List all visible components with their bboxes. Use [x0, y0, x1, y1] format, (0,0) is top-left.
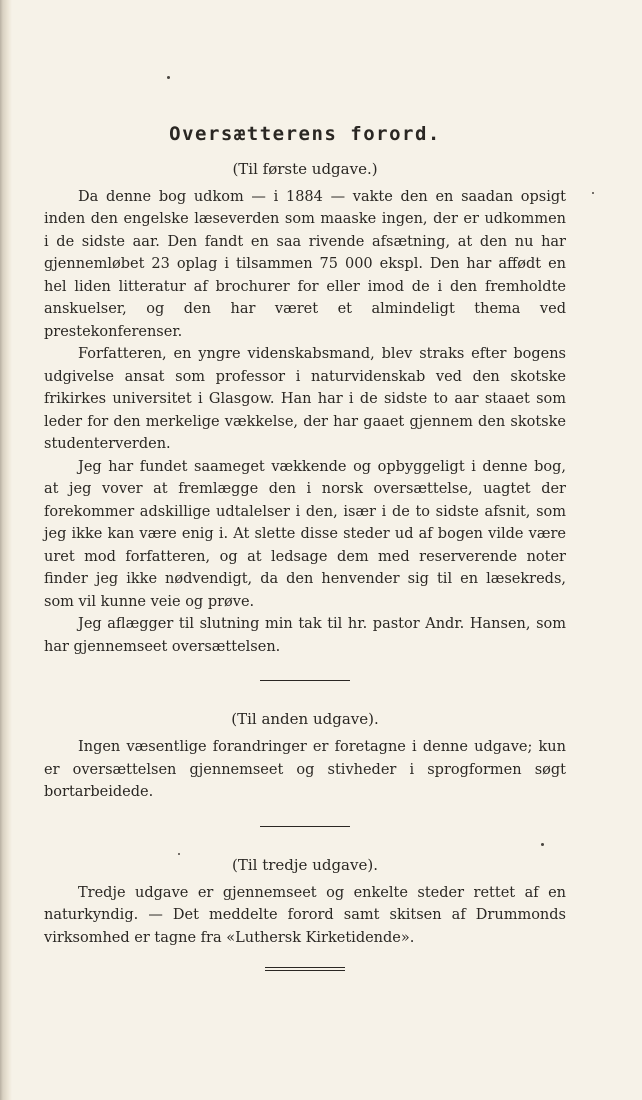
- third-edition-heading: (Til tredje udgave).: [232, 855, 378, 874]
- paper-speck: [167, 76, 170, 79]
- page-title: Oversætterens forord.: [169, 123, 441, 145]
- section-divider: [260, 826, 350, 827]
- first-edition-paragraph-4: Jeg aflægger til slutning min tak til hr. pastor Andr. Hansen, som har gjennemseet oversættelsen.: [44, 616, 566, 655]
- preface-content: [44, 122, 566, 971]
- paper-speck: [592, 192, 594, 194]
- first-edition-heading: (Til første udgave.): [232, 159, 378, 178]
- second-edition-heading: (Til anden udgave).: [231, 710, 379, 729]
- first-edition-section: [44, 159, 566, 659]
- first-edition-paragraph-1: Da denne bog udkom — i 1884 — vakte den en saadan opsigt inden den engelske læseverden som maaske ingen, der er udkommen i de sidste aar. Den fandt en saa rivende afsætning, at den nu har gjennemløbet 23 oplag i tilsammen 75 000 ekspl. Den har affødt en hel liden litteratur af brochurer for eller imod de i den fremholdte anskuelser, og den har været et almindeligt thema ved prestekonferenser.: [44, 188, 566, 340]
- second-edition-section: [44, 709, 566, 804]
- first-edition-paragraph-2: Forfatteren, en yngre videnskabsmand, blev straks efter bogens udgivelse ansat som professor i naturvidenskab ved den skotske frikirkes universitet i Glasgow. Han har i de sidste to aar staaet som leder for den merkelige vækkelse, der har gaaet gjennem den skotske studenterverden.: [44, 346, 566, 453]
- end-ornament-rule: [265, 967, 345, 971]
- third-edition-paragraph-1: Tredje udgave er gjennemseet og enkelte steder rettet af en naturkyndig. — Det meddelte forord samt skitsen af Drummonds virksomhed er tagne fra «Luthersk Kirketidende».: [44, 884, 566, 946]
- second-edition-paragraph-1: Ingen væsentlige forandringer er foretagne i denne udgave; kun er oversættelsen gjennemseet og stivheder i sprogformen søgt bortarbeidede.: [44, 739, 566, 801]
- first-edition-paragraph-3: Jeg har fundet saameget vækkende og opbyggeligt i denne bog, at jeg vover at fremlægge den i norsk oversættelse, uagtet der forekommer adskillige udtalelser i den, især i de to sidste afsnit, som jeg ikke kan være enig i. At slette disse steder ud af bogen vilde være uret mod forfatteren, og at ledsage dem med reserverende noter finder jeg ikke nødvendigt, da den henvender sig til en læsekreds, som vil kunne veie og prøve.: [44, 458, 566, 610]
- page-binding-edge: [0, 0, 12, 1100]
- section-divider: [260, 680, 350, 681]
- third-edition-section: [44, 855, 566, 950]
